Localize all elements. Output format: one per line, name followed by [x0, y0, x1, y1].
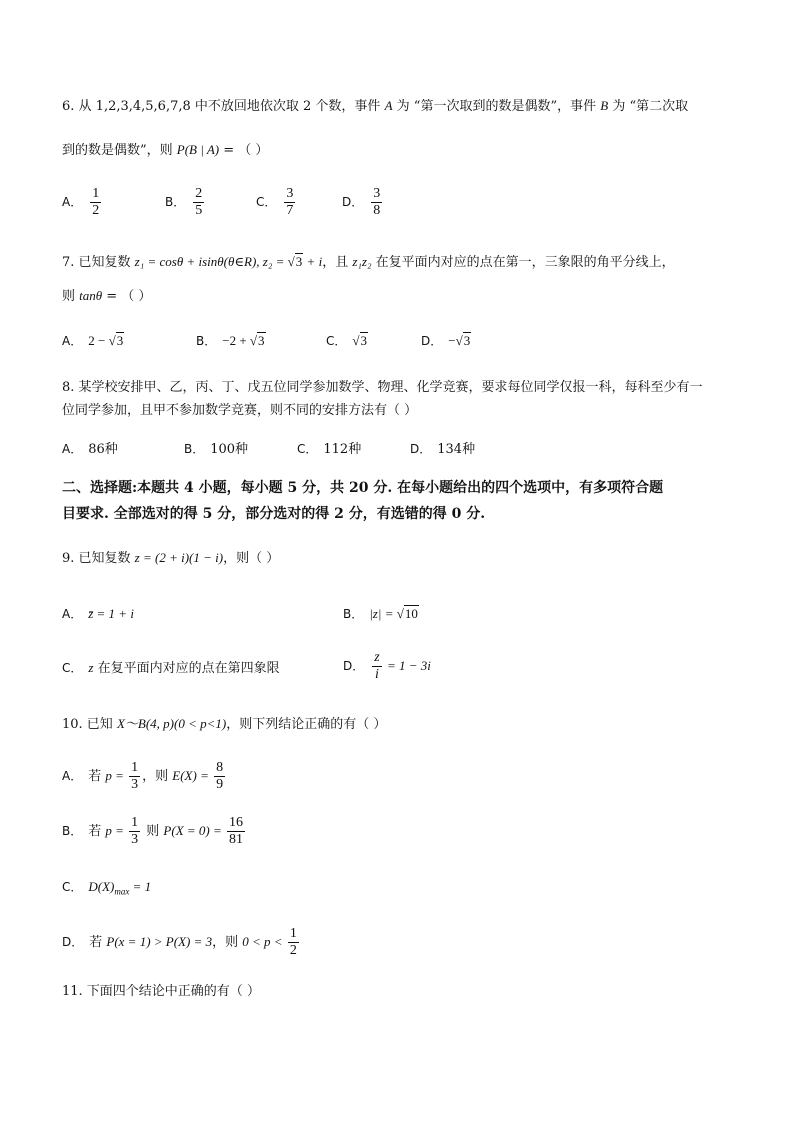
option-expression: P(x = 1) > P(X) = 3 — [106, 934, 213, 949]
q7-z1-expression: z₁ = cosθ + isinθ(θ∈R) — [134, 254, 257, 269]
section-heading-line1: 二、选择题:本题共 4 小题，每小题 5 分，共 20 分. 在每小题给出的四个选项中，有多项符合题 — [62, 480, 664, 496]
q11-stem: 11. 下面四个结论中正确的有（ ） — [62, 984, 260, 999]
q9-text: 9. 已知复数 — [62, 551, 135, 566]
fraction — [129, 815, 140, 848]
option-value: 100种 — [210, 442, 249, 457]
denominator: 5 — [195, 203, 203, 218]
fraction — [284, 186, 295, 219]
q10-text: 10. 已知 — [62, 717, 117, 732]
q10-option-b[interactable] — [62, 815, 247, 848]
option-expression: P(X = 0) = — [163, 823, 226, 838]
option-label: A． — [62, 195, 83, 209]
numerator: 1 — [289, 926, 297, 941]
numerator: 3 — [373, 186, 381, 201]
q7-line2 — [62, 286, 151, 307]
option-label: B． — [196, 334, 217, 348]
fraction — [214, 760, 225, 793]
option-label: A． — [62, 769, 83, 783]
q9-option-d[interactable] — [343, 650, 431, 683]
radicand: 3 — [295, 254, 303, 269]
q9-expression: z = (2 + i)(1 − i) — [134, 550, 224, 565]
fraction — [90, 186, 101, 219]
q8-option-a[interactable] — [62, 439, 118, 460]
sqrt: √3 — [455, 333, 471, 348]
denominator: 9 — [216, 777, 224, 792]
option-value: |z| = — [369, 606, 397, 621]
option-value: = 1 − 3i — [383, 658, 431, 673]
option-expression: = 1 — [129, 879, 152, 894]
option-value: 在复平面内对应的点在第四象限 — [93, 661, 280, 676]
q7-option-a[interactable] — [62, 331, 124, 352]
q6-text: 到的数是偶数”，则 — [62, 143, 177, 158]
option-label: C． — [256, 195, 277, 209]
q10-option-d[interactable] — [62, 926, 301, 959]
option-label: A． — [62, 607, 83, 621]
numerator: 3 — [286, 186, 294, 201]
q9-stem — [62, 548, 279, 569]
radicand: 3 — [116, 333, 124, 348]
radicand: 3 — [360, 333, 368, 348]
option-text: 则 — [142, 824, 164, 839]
option-expression: 0 < p < — [242, 934, 286, 949]
option-expression: p = — [105, 823, 128, 838]
option-label: B． — [343, 607, 364, 621]
q9-option-c[interactable] — [62, 658, 280, 679]
q7-text: 则 — [62, 289, 80, 304]
option-text: ，则 — [142, 769, 173, 784]
q8-option-b[interactable] — [184, 439, 248, 460]
q9-text: ，则（ ） — [223, 551, 280, 566]
q7-text: 在复平面内对应的点在第一，三象限的角平分线上， — [371, 255, 675, 270]
q7-text: ，且 — [322, 255, 353, 270]
q8-option-d[interactable] — [410, 439, 475, 460]
numerator: 1 — [131, 815, 139, 830]
option-label: C． — [62, 880, 83, 894]
q7-text: = （ ） — [102, 289, 152, 304]
option-value: − — [448, 333, 456, 348]
fraction — [227, 815, 245, 848]
option-label: A． — [62, 442, 83, 456]
option-label: C． — [62, 661, 83, 675]
fraction — [372, 650, 381, 683]
option-expression: p = — [105, 768, 128, 783]
q6-expression: P(B | A) — [176, 142, 220, 157]
option-label: B． — [184, 442, 205, 456]
numerator: 2 — [195, 186, 203, 201]
option-value: 2 − — [88, 333, 109, 348]
q10-option-c[interactable] — [62, 877, 151, 902]
q6-option-a[interactable] — [62, 186, 103, 219]
q9-option-b[interactable] — [343, 604, 419, 625]
option-value: 86种 — [88, 442, 118, 457]
denominator: 7 — [286, 203, 294, 218]
option-label: D． — [342, 195, 364, 209]
q10-stem — [62, 714, 386, 735]
section-heading-line2: 目要求. 全部选对的得 5 分，部分选对的得 2 分，有选错的得 0 分. — [62, 506, 486, 522]
denominator: 2 — [92, 203, 100, 218]
option-label: D． — [343, 659, 365, 673]
q6-option-b[interactable] — [165, 186, 206, 219]
option-label: D． — [410, 442, 432, 456]
event-b: B — [600, 98, 609, 113]
option-label: D． — [421, 334, 443, 348]
fraction — [288, 926, 299, 959]
radicand: 3 — [463, 333, 471, 348]
sqrt: √3 — [108, 333, 124, 348]
numerator: 1 — [92, 186, 100, 201]
subscript: max — [114, 886, 130, 897]
q7-option-d[interactable] — [421, 331, 471, 352]
q7-z2-expression: + i — [303, 254, 323, 269]
option-label: B． — [165, 195, 186, 209]
q7-option-c[interactable] — [326, 331, 368, 352]
q6-text: = （ ） — [219, 143, 269, 158]
option-label: A． — [62, 334, 83, 348]
option-label: C． — [326, 334, 347, 348]
numerator: 1 — [131, 760, 139, 775]
q6-text: 6. 从 1,2,3,4,5,6,7,8 中不放回地依次取 2 个数，事件 — [62, 99, 385, 114]
option-text: 若 — [88, 824, 106, 839]
q7-text: 7. 已知复数 — [62, 255, 135, 270]
numerator: 8 — [216, 760, 224, 775]
q8-option-c[interactable] — [297, 439, 361, 460]
option-value: −2 + — [222, 333, 250, 348]
radicand: 10 — [404, 606, 418, 621]
sqrt: √3 — [249, 333, 265, 348]
option-text: ，则 — [212, 935, 243, 950]
sqrt: √3 — [287, 254, 303, 269]
q9-option-a[interactable] — [62, 604, 134, 625]
option-label: C． — [297, 442, 318, 456]
q6-line1 — [62, 96, 688, 117]
q7-z2-expression: , z₂ = — [256, 254, 288, 269]
sqrt: √3 — [352, 333, 368, 348]
option-text: 若 — [89, 935, 107, 950]
option-value: 134种 — [437, 442, 476, 457]
q6-option-c[interactable] — [256, 186, 297, 219]
option-label: D． — [62, 935, 84, 949]
q6-text: 为 “第二次取 — [608, 99, 689, 114]
fraction — [193, 186, 204, 219]
denominator: 3 — [131, 777, 139, 792]
denominator: 2 — [289, 943, 297, 958]
q7-line1 — [62, 252, 675, 273]
fraction — [371, 186, 382, 219]
q7-tan: tanθ — [79, 288, 103, 303]
q7-product: z₁z₂ — [352, 254, 372, 269]
option-expression: D(X) — [88, 879, 115, 894]
q10-expression: X～B(4, p)(0 < p<1) — [116, 716, 227, 731]
option-expression: E(X) = — [172, 768, 213, 783]
q6-option-d[interactable] — [342, 186, 384, 219]
denominator: i — [375, 667, 379, 682]
q10-option-a[interactable] — [62, 760, 227, 793]
event-a: A — [384, 98, 393, 113]
denominator: 3 — [131, 832, 139, 847]
option-value: z̄ = 1 + i — [88, 606, 134, 621]
variable-z: z — [88, 660, 94, 675]
q6-line2 — [62, 140, 268, 161]
q10-text: ，则下列结论正确的有（ ） — [226, 717, 387, 732]
denominator: 81 — [229, 832, 244, 847]
q7-option-b[interactable] — [196, 331, 266, 352]
denominator: 8 — [373, 203, 381, 218]
q6-text: 为 “第一次取到的数是偶数”，事件 — [392, 99, 601, 114]
q8-line2: 位同学参加，且甲不参加数学竞赛，则不同的安排方法有（ ） — [62, 403, 418, 418]
option-value: 112种 — [323, 442, 362, 457]
sqrt: √10 — [396, 606, 418, 621]
option-text: 若 — [88, 769, 106, 784]
numerator: z — [374, 650, 380, 665]
q8-line1: 8. 某学校安排甲、乙，丙、丁、戊五位同学参加数学、物理、化学竞赛，要求每位同学仅报一科，每科至少有一 — [62, 380, 703, 395]
numerator: 16 — [229, 815, 244, 830]
radicand: 3 — [258, 333, 265, 348]
fraction — [129, 760, 140, 793]
option-label: B． — [62, 824, 83, 838]
